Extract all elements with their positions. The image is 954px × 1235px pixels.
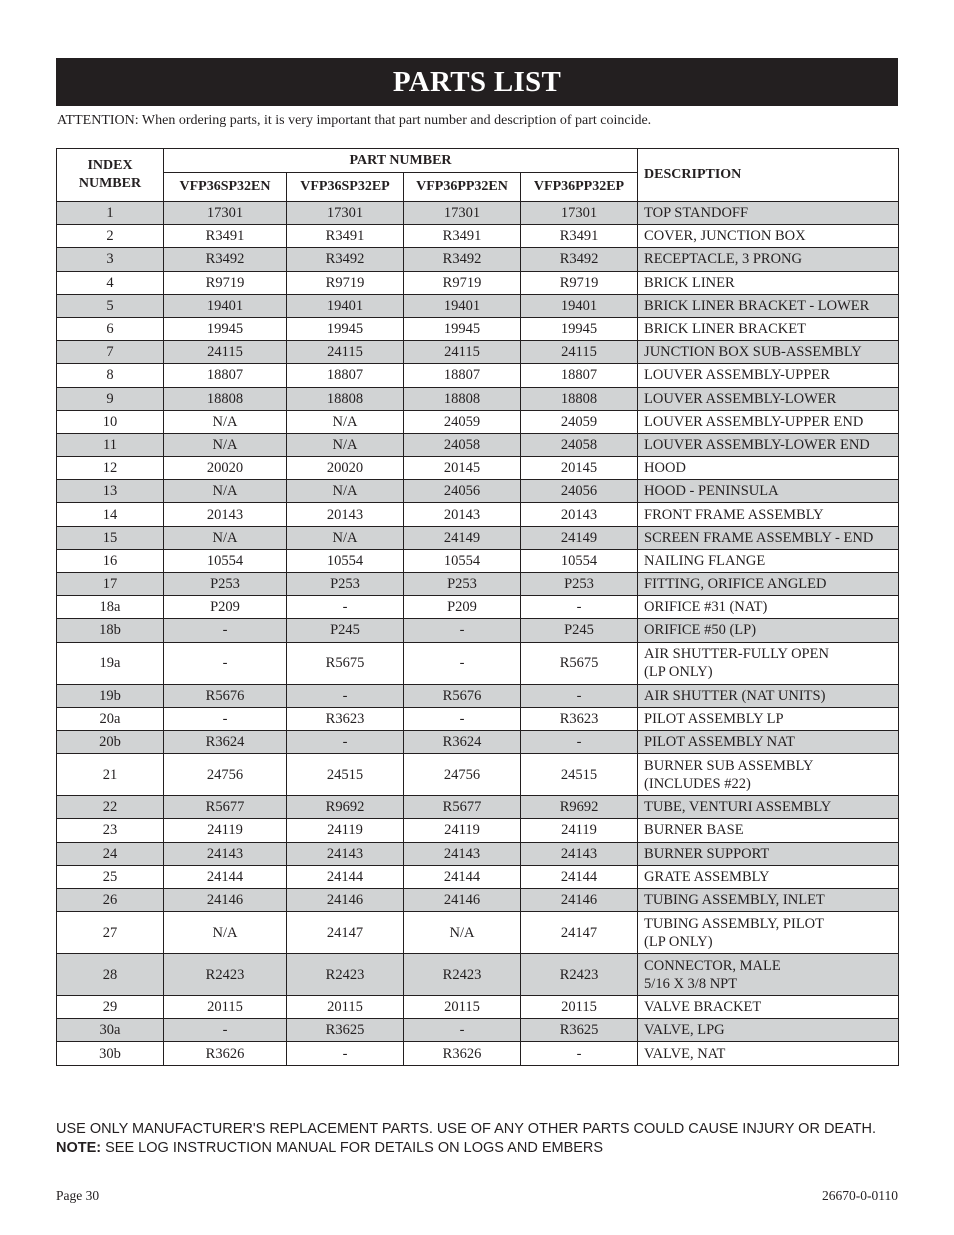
part-number-cell: 24149 [404, 526, 521, 549]
part-number-cell: 20020 [164, 457, 287, 480]
description-line: PILOT ASSEMBLY LP [644, 710, 784, 727]
description-cell [638, 730, 899, 753]
header-index-number [57, 149, 164, 202]
description-line: (INCLUDES #22) [644, 775, 751, 792]
part-number-cell: R3491 [164, 225, 287, 248]
description-line: ORIFICE #31 (NAT) [644, 599, 768, 616]
index-cell: 19a [57, 642, 164, 684]
index-cell: 1 [57, 202, 164, 225]
table-row [57, 796, 899, 819]
part-number-cell: 20020 [287, 457, 404, 480]
index-cell: 17 [57, 573, 164, 596]
part-number-cell: R5676 [404, 684, 521, 707]
part-number-cell: R2423 [164, 954, 287, 996]
table-row [57, 912, 899, 954]
part-number-cell: - [164, 1019, 287, 1042]
part-number-cell: 19401 [164, 294, 287, 317]
part-number-cell: 18807 [521, 364, 638, 387]
description-line: AIR SHUTTER-FULLY OPEN [644, 646, 829, 663]
index-cell: 26 [57, 888, 164, 911]
part-number-cell: 19945 [404, 317, 521, 340]
index-cell: 22 [57, 796, 164, 819]
part-number-cell: 24144 [287, 865, 404, 888]
part-number-cell: 24143 [164, 842, 287, 865]
part-number-cell: 24143 [287, 842, 404, 865]
part-number-cell: 17301 [164, 202, 287, 225]
part-number-cell: 19945 [287, 317, 404, 340]
description-cell [638, 796, 899, 819]
description-line: TUBING ASSEMBLY, INLET [644, 891, 825, 908]
part-number-cell: 19945 [521, 317, 638, 340]
part-number-cell: P209 [164, 596, 287, 619]
part-number-cell: 24115 [521, 341, 638, 364]
part-number-cell: 24119 [287, 819, 404, 842]
description-cell [638, 271, 899, 294]
table-row [57, 1042, 899, 1065]
index-cell: 30a [57, 1019, 164, 1042]
part-number-cell: 24115 [404, 341, 521, 364]
index-cell: 14 [57, 503, 164, 526]
index-cell: 30b [57, 1042, 164, 1065]
part-number-cell: 20143 [404, 503, 521, 526]
description-line: SCREEN FRAME ASSEMBLY - END [644, 529, 874, 546]
index-cell: 5 [57, 294, 164, 317]
description-cell [638, 341, 899, 364]
header-model: VFP36SP32EN [164, 173, 287, 202]
index-cell: 28 [57, 954, 164, 996]
index-cell: 29 [57, 996, 164, 1019]
part-number-cell: R5676 [164, 684, 287, 707]
part-number-cell: R3492 [521, 248, 638, 271]
description-line: LOUVER ASSEMBLY-LOWER END [644, 436, 870, 453]
index-cell: 18a [57, 596, 164, 619]
table-row [57, 730, 899, 753]
part-number-cell: - [404, 642, 521, 684]
table-row [57, 480, 899, 503]
part-number-cell: R3492 [404, 248, 521, 271]
table-row [57, 341, 899, 364]
description-cell [638, 480, 899, 503]
description-line: BRICK LINER [644, 274, 735, 291]
description-cell [638, 707, 899, 730]
part-number-cell: 24144 [521, 865, 638, 888]
index-cell: 19b [57, 684, 164, 707]
part-number-cell: N/A [287, 526, 404, 549]
description-line: HOOD - PENINSULA [644, 483, 779, 500]
parts-table-body [57, 202, 899, 1066]
table-row [57, 225, 899, 248]
part-number-cell: 18808 [521, 387, 638, 410]
description-cell [638, 1042, 899, 1065]
part-number-cell: P253 [287, 573, 404, 596]
table-row [57, 642, 899, 684]
table-row [57, 754, 899, 796]
index-cell: 25 [57, 865, 164, 888]
description-line: BURNER SUB ASSEMBLY [644, 757, 814, 774]
part-number-cell: P245 [287, 619, 404, 642]
description-cell [638, 619, 899, 642]
index-cell: 3 [57, 248, 164, 271]
part-number-cell: 18808 [164, 387, 287, 410]
description-cell [638, 526, 899, 549]
part-number-cell: 20143 [287, 503, 404, 526]
table-row [57, 433, 899, 456]
part-number-cell: 19401 [287, 294, 404, 317]
part-number-cell: R5677 [164, 796, 287, 819]
index-cell: 20b [57, 730, 164, 753]
table-row [57, 888, 899, 911]
part-number-cell: 24149 [521, 526, 638, 549]
table-row [57, 271, 899, 294]
part-number-cell: - [404, 619, 521, 642]
part-number-cell: 20143 [164, 503, 287, 526]
part-number-cell: N/A [164, 912, 287, 954]
header-description: DESCRIPTION [638, 149, 899, 202]
index-cell: 11 [57, 433, 164, 456]
part-number-cell: R9692 [287, 796, 404, 819]
part-number-cell: 24115 [164, 341, 287, 364]
table-row [57, 573, 899, 596]
table-row [57, 317, 899, 340]
index-cell: 8 [57, 364, 164, 387]
part-number-cell: 24119 [404, 819, 521, 842]
part-number-cell: R3492 [164, 248, 287, 271]
part-number-cell: 24146 [164, 888, 287, 911]
table-row [57, 294, 899, 317]
table-row [57, 202, 899, 225]
table-row [57, 526, 899, 549]
table-row [57, 248, 899, 271]
part-number-cell: 24143 [404, 842, 521, 865]
description-line: VALVE, NAT [644, 1045, 726, 1062]
part-number-cell: 20145 [521, 457, 638, 480]
part-number-cell: 19945 [164, 317, 287, 340]
part-number-cell: 24058 [404, 433, 521, 456]
header-part-number: PART NUMBER [164, 149, 638, 173]
part-number-cell: R3491 [521, 225, 638, 248]
part-number-cell: - [164, 619, 287, 642]
part-number-cell: P209 [404, 596, 521, 619]
part-number-cell: 20143 [521, 503, 638, 526]
part-number-cell: 24115 [287, 341, 404, 364]
part-number-cell: 24146 [404, 888, 521, 911]
part-number-cell: R3626 [164, 1042, 287, 1065]
description-line: JUNCTION BOX SUB-ASSEMBLY [644, 344, 862, 361]
part-number-cell: 24144 [404, 865, 521, 888]
part-number-cell: 18807 [287, 364, 404, 387]
index-cell: 15 [57, 526, 164, 549]
description-cell [638, 387, 899, 410]
description-line: FITTING, ORIFICE ANGLED [644, 576, 827, 593]
description-cell [638, 317, 899, 340]
note-label: NOTE: [56, 1140, 102, 1156]
description-cell [638, 294, 899, 317]
part-number-cell: 20115 [404, 996, 521, 1019]
description-line: BURNER SUPPORT [644, 845, 770, 862]
index-cell: 6 [57, 317, 164, 340]
part-number-cell: - [287, 684, 404, 707]
part-number-cell: 24515 [521, 754, 638, 796]
description-cell [638, 754, 899, 796]
part-number-cell: R9719 [164, 271, 287, 294]
part-number-cell: 24147 [521, 912, 638, 954]
index-cell: 12 [57, 457, 164, 480]
part-number-cell: 20115 [164, 996, 287, 1019]
page-title-bar [56, 58, 898, 106]
part-number-cell: - [164, 642, 287, 684]
table-row [57, 684, 899, 707]
description-cell [638, 248, 899, 271]
part-number-cell: 20145 [404, 457, 521, 480]
table-row [57, 842, 899, 865]
part-number-cell: R5677 [404, 796, 521, 819]
part-number-cell: R9719 [404, 271, 521, 294]
table-row [57, 1019, 899, 1042]
description-cell [638, 888, 899, 911]
description-line: TUBING ASSEMBLY, PILOT [644, 915, 825, 932]
part-number-cell: 24144 [164, 865, 287, 888]
part-number-cell: 24056 [404, 480, 521, 503]
part-number-cell: N/A [164, 526, 287, 549]
parts-table [56, 148, 899, 1066]
document-number: 26670-0-0110 [822, 1188, 898, 1203]
description-line: VALVE BRACKET [644, 999, 762, 1016]
note-line [56, 1139, 898, 1158]
part-number-cell: 18808 [404, 387, 521, 410]
part-number-cell: 24146 [287, 888, 404, 911]
part-number-cell: - [404, 1019, 521, 1042]
part-number-cell: 24056 [521, 480, 638, 503]
header-model: VFP36SP32EP [287, 173, 404, 202]
index-cell: 2 [57, 225, 164, 248]
part-number-cell: 19401 [404, 294, 521, 317]
part-number-cell: 10554 [521, 549, 638, 572]
part-number-cell: R3623 [521, 707, 638, 730]
part-number-cell: 19401 [521, 294, 638, 317]
replacement-parts-notice [56, 1120, 898, 1158]
table-row [57, 619, 899, 642]
table-row [57, 503, 899, 526]
part-number-cell: N/A [287, 433, 404, 456]
part-number-cell: N/A [287, 480, 404, 503]
description-cell [638, 642, 899, 684]
attention-note: ATTENTION: When ordering parts, it is very important that part number and description of part coincide. [57, 113, 652, 128]
table-row [57, 410, 899, 433]
part-number-cell: R3625 [287, 1019, 404, 1042]
part-number-cell: - [287, 596, 404, 619]
description-cell [638, 1019, 899, 1042]
part-number-cell: 24058 [521, 433, 638, 456]
part-number-cell: 24147 [287, 912, 404, 954]
part-number-cell: R3624 [164, 730, 287, 753]
part-number-cell: - [521, 730, 638, 753]
part-number-cell: 24756 [404, 754, 521, 796]
part-number-cell: 10554 [404, 549, 521, 572]
index-cell: 7 [57, 341, 164, 364]
table-row [57, 596, 899, 619]
description-cell [638, 457, 899, 480]
part-number-cell: 24119 [521, 819, 638, 842]
description-line: BRICK LINER BRACKET - LOWER [644, 297, 870, 314]
part-number-cell: - [404, 707, 521, 730]
description-cell [638, 573, 899, 596]
part-number-cell: R9719 [287, 271, 404, 294]
index-cell: 4 [57, 271, 164, 294]
warning-text: USE ONLY MANUFACTURER'S REPLACEMENT PARTS. USE OF ANY OTHER PARTS COULD CAUSE INJURY OR DEATH. [56, 1121, 877, 1137]
description-line: (LP ONLY) [644, 933, 713, 950]
part-number-cell: - [164, 707, 287, 730]
part-number-cell: N/A [287, 410, 404, 433]
part-number-cell: 24756 [164, 754, 287, 796]
description-line: CONNECTOR, MALE [644, 957, 781, 974]
part-number-cell: 18807 [404, 364, 521, 387]
table-row [57, 364, 899, 387]
part-number-cell: R5675 [521, 642, 638, 684]
description-line: AIR SHUTTER (NAT UNITS) [644, 687, 826, 704]
part-number-cell: 24515 [287, 754, 404, 796]
description-cell [638, 954, 899, 996]
page-title: PARTS LIST [392, 65, 562, 98]
parts-table-header [57, 149, 899, 202]
part-number-cell: N/A [164, 410, 287, 433]
description-line: NAILING FLANGE [644, 552, 766, 569]
description-line: COVER, JUNCTION BOX [644, 228, 806, 245]
part-number-cell: 18807 [164, 364, 287, 387]
part-number-cell: R3626 [404, 1042, 521, 1065]
part-number-cell: N/A [164, 433, 287, 456]
part-number-cell: R3491 [404, 225, 521, 248]
description-line: BRICK LINER BRACKET [644, 321, 806, 338]
part-number-cell: 18808 [287, 387, 404, 410]
description-cell [638, 596, 899, 619]
description-line: VALVE, LPG [644, 1022, 725, 1039]
description-cell [638, 819, 899, 842]
index-cell: 16 [57, 549, 164, 572]
part-number-cell: P253 [164, 573, 287, 596]
part-number-cell: P245 [521, 619, 638, 642]
part-number-cell: - [521, 596, 638, 619]
part-number-cell: 24059 [404, 410, 521, 433]
description-cell [638, 503, 899, 526]
description-line: TUBE, VENTURI ASSEMBLY [644, 799, 832, 816]
description-cell [638, 684, 899, 707]
index-cell: 13 [57, 480, 164, 503]
part-number-cell: R2423 [287, 954, 404, 996]
description-cell [638, 549, 899, 572]
part-number-cell: P253 [521, 573, 638, 596]
part-number-cell: 10554 [287, 549, 404, 572]
part-number-cell: 10554 [164, 549, 287, 572]
part-number-cell: 20115 [287, 996, 404, 1019]
index-cell: 10 [57, 410, 164, 433]
part-number-cell: 17301 [287, 202, 404, 225]
description-line: 5/16 X 3/8 NPT [644, 975, 738, 992]
table-row [57, 549, 899, 572]
part-number-cell: R3624 [404, 730, 521, 753]
header-model: VFP36PP32EP [521, 173, 638, 202]
description-line: LOUVER ASSEMBLY-UPPER END [644, 413, 864, 430]
index-cell: 23 [57, 819, 164, 842]
part-number-cell: N/A [404, 912, 521, 954]
part-number-cell: N/A [164, 480, 287, 503]
part-number-cell: 24146 [521, 888, 638, 911]
part-number-cell: R3625 [521, 1019, 638, 1042]
description-line: FRONT FRAME ASSEMBLY [644, 506, 824, 523]
description-line: RECEPTACLE, 3 PRONG [644, 251, 802, 268]
table-row [57, 707, 899, 730]
part-number-cell: - [521, 1042, 638, 1065]
description-line: ORIFICE #50 (LP) [644, 622, 757, 639]
description-cell [638, 364, 899, 387]
part-number-cell: 24059 [521, 410, 638, 433]
part-number-cell: R9692 [521, 796, 638, 819]
description-cell [638, 912, 899, 954]
description-cell [638, 865, 899, 888]
description-line: HOOD [644, 460, 686, 477]
table-row [57, 457, 899, 480]
part-number-cell: R2423 [521, 954, 638, 996]
header-index-number-label: INDEX NUMBER [78, 158, 142, 191]
part-number-cell: R2423 [404, 954, 521, 996]
part-number-cell: P253 [404, 573, 521, 596]
part-number-cell: R5675 [287, 642, 404, 684]
part-number-cell: - [287, 1042, 404, 1065]
part-number-cell: 24119 [164, 819, 287, 842]
part-number-cell: 17301 [404, 202, 521, 225]
part-number-cell: R3492 [287, 248, 404, 271]
part-number-cell: 20115 [521, 996, 638, 1019]
index-cell: 20a [57, 707, 164, 730]
table-row [57, 996, 899, 1019]
description-cell [638, 433, 899, 456]
table-row [57, 954, 899, 996]
table-row [57, 387, 899, 410]
description-line: (LP ONLY) [644, 664, 713, 681]
description-cell [638, 410, 899, 433]
part-number-cell: R9719 [521, 271, 638, 294]
table-row [57, 865, 899, 888]
note-text: SEE LOG INSTRUCTION MANUAL FOR DETAILS ON LOGS AND EMBERS [105, 1140, 604, 1156]
description-line: LOUVER ASSEMBLY-LOWER [644, 390, 837, 407]
part-number-cell: R3491 [287, 225, 404, 248]
index-cell: 27 [57, 912, 164, 954]
description-cell [638, 842, 899, 865]
description-line: GRATE ASSEMBLY [644, 868, 770, 885]
part-number-cell: 24143 [521, 842, 638, 865]
part-number-cell: R3623 [287, 707, 404, 730]
index-cell: 21 [57, 754, 164, 796]
description-cell [638, 202, 899, 225]
index-cell: 24 [57, 842, 164, 865]
description-cell [638, 996, 899, 1019]
index-cell: 18b [57, 619, 164, 642]
table-row [57, 819, 899, 842]
part-number-cell: - [521, 684, 638, 707]
page-number: Page 30 [56, 1188, 100, 1203]
description-line: TOP STANDOFF [644, 205, 749, 222]
description-line: LOUVER ASSEMBLY-UPPER [644, 367, 830, 384]
header-model: VFP36PP32EN [404, 173, 521, 202]
part-number-cell: 17301 [521, 202, 638, 225]
description-line: BURNER BASE [644, 822, 744, 839]
description-cell [638, 225, 899, 248]
part-number-cell: - [287, 730, 404, 753]
description-line: PILOT ASSEMBLY NAT [644, 734, 795, 751]
index-cell: 9 [57, 387, 164, 410]
